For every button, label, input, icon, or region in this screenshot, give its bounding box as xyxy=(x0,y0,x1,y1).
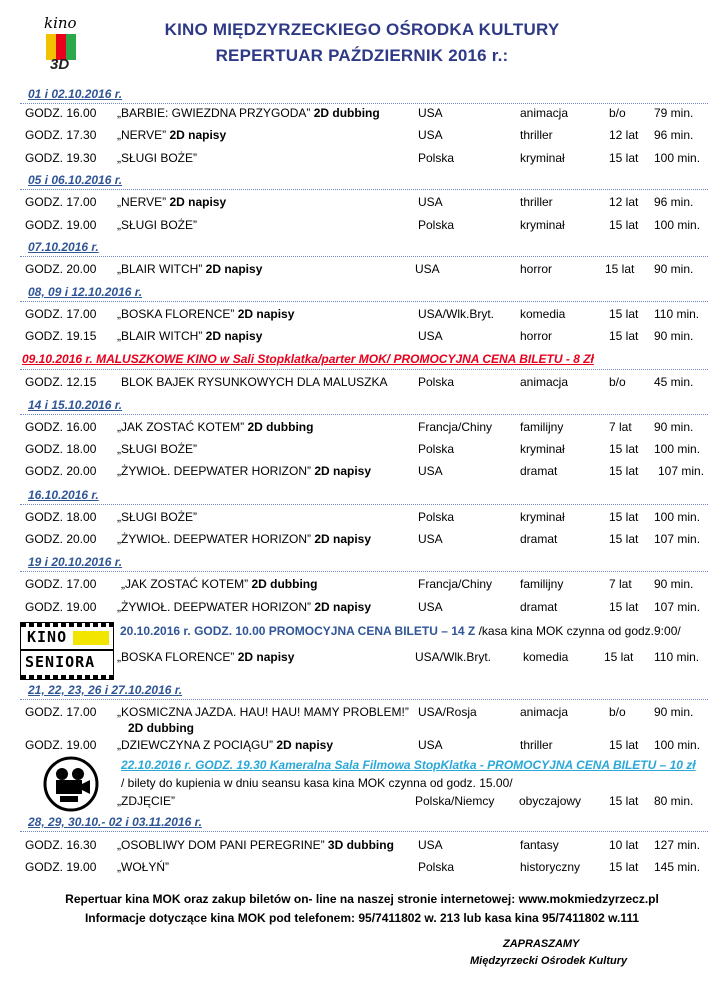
movie-title: „SŁUGI BOŻE” xyxy=(117,442,198,456)
genre: kryminał xyxy=(520,218,565,232)
duration: 110 min. xyxy=(654,307,700,321)
age: b/o xyxy=(609,705,626,719)
movie-title: „ŻYWIOŁ. DEEPWATER HORIZON” 2D napisy xyxy=(117,532,372,546)
signature-org: Międzyrzecki Ośrodek Kultury xyxy=(470,955,628,967)
age: 12 lat xyxy=(609,128,639,142)
movie-title: „NERVE” 2D napisy xyxy=(117,128,227,142)
date-heading: 21, 22, 23, 26 i 27.10.2016 r. xyxy=(28,683,183,697)
date-heading: 05 i 06.10.2016 r. xyxy=(28,173,123,187)
genre: komedia xyxy=(520,307,566,321)
age: b/o xyxy=(609,375,626,389)
movie-title: „BARBIE: GWIEZDNA PRZYGODA” 2D dubbing xyxy=(117,106,380,120)
movie-title: „WOŁYŃ” xyxy=(117,860,169,874)
table-row xyxy=(0,794,724,812)
age: 15 lat xyxy=(609,738,639,752)
duration: 110 min. xyxy=(654,650,700,664)
duration: 90 min. xyxy=(654,705,694,719)
divider xyxy=(20,256,708,257)
country: USA xyxy=(418,738,443,752)
time: GODZ. 19.00 xyxy=(25,860,97,874)
logo-text: kino xyxy=(44,14,77,32)
genre: familijny xyxy=(520,577,564,591)
table-row xyxy=(0,600,724,618)
duration: 107 min. xyxy=(658,464,705,478)
table-row xyxy=(0,532,724,550)
movie-title: „OSOBLIWY DOM PANI PEREGRINE” 3D dubbing xyxy=(117,838,394,852)
divider xyxy=(20,189,708,190)
duration: 90 min. xyxy=(654,577,694,591)
duration: 107 min. xyxy=(654,600,701,614)
country: USA xyxy=(418,838,443,852)
duration: 100 min. xyxy=(654,218,701,232)
duration: 127 min. xyxy=(654,838,701,852)
genre: historyczny xyxy=(520,860,581,874)
movie-title: „BLAIR WITCH” 2D napisy xyxy=(117,329,263,343)
maluszek-promo-banner: 09.10.2016 r. MALUSZKOWE KINO w Sali Stopklatka/parter MOK/ PROMOCYJNA CENA BILETU - 8 Zł xyxy=(22,352,594,366)
divider xyxy=(20,369,708,370)
time: GODZ. 16.30 xyxy=(25,838,97,852)
time: GODZ. 19.00 xyxy=(25,738,97,752)
table-row xyxy=(0,464,724,482)
movie-title: „SŁUGI BOŻE” xyxy=(117,151,198,165)
time: GODZ. 19.00 xyxy=(25,218,97,232)
age: 15 lat xyxy=(609,464,639,478)
movie-title: „BLAIR WITCH” 2D napisy xyxy=(117,262,263,276)
signature-invite: ZAPRASZAMY xyxy=(503,938,580,950)
duration: 80 min. xyxy=(654,794,694,808)
country: USA xyxy=(418,532,443,546)
table-row xyxy=(0,738,724,756)
country: USA xyxy=(418,329,443,343)
time: GODZ. 17.30 xyxy=(25,128,97,142)
age: 15 lat xyxy=(604,650,634,664)
time: GODZ. 17.00 xyxy=(25,705,97,719)
kameralna-promo-info: / bilety do kupienia w dniu seansu kasa kina MOK czynna od godz. 15.00/ xyxy=(121,776,513,790)
logo-kino: KINO xyxy=(27,628,68,646)
genre: animacja xyxy=(520,106,569,120)
table-row xyxy=(0,262,724,280)
time: GODZ. 19.00 xyxy=(25,600,97,614)
genre: horror xyxy=(520,262,553,276)
age: 10 lat xyxy=(609,838,639,852)
time: GODZ. 20.00 xyxy=(25,262,97,276)
table-row xyxy=(0,375,724,393)
divider xyxy=(20,504,708,505)
film-perforation xyxy=(21,675,113,679)
time: GODZ. 12.15 xyxy=(25,375,97,389)
movie-title: „ŻYWIOŁ. DEEPWATER HORIZON” 2D napisy xyxy=(117,600,372,614)
movie-title: „ZDJĘCIE” xyxy=(117,794,175,808)
country: USA xyxy=(418,128,443,142)
age: 15 lat xyxy=(609,442,639,456)
genre: dramat xyxy=(520,600,558,614)
time: GODZ. 16.00 xyxy=(25,106,97,120)
logo-seniora: SENIORA xyxy=(25,653,96,671)
age: 15 lat xyxy=(605,262,635,276)
country: Polska xyxy=(418,860,455,874)
country: Polska xyxy=(418,151,455,165)
country: Polska xyxy=(418,375,455,389)
country: Polska xyxy=(418,218,455,232)
genre: horror xyxy=(520,329,553,343)
date-heading: 01 i 02.10.2016 r. xyxy=(28,87,123,101)
date-heading: 28, 29, 30.10.- 02 i 03.11.2016 r. xyxy=(28,815,202,829)
table-row xyxy=(0,838,724,856)
genre: kryminał xyxy=(520,510,565,524)
date-heading: 08, 09 i 12.10.2016 r. xyxy=(28,285,143,299)
age: 12 lat xyxy=(609,195,639,209)
age: 15 lat xyxy=(609,307,639,321)
date-heading: 16.10.2016 r. xyxy=(28,488,99,502)
age: 15 lat xyxy=(609,510,639,524)
genre: thriller xyxy=(520,738,553,752)
country: USA/Wlk.Bryt. xyxy=(415,650,492,664)
duration: 96 min. xyxy=(654,128,694,142)
genre: kryminał xyxy=(520,442,565,456)
time: GODZ. 16.00 xyxy=(25,420,97,434)
genre: dramat xyxy=(520,464,558,478)
country: Polska xyxy=(418,510,455,524)
table-row xyxy=(0,307,724,325)
film-perforation xyxy=(21,623,113,627)
age: 15 lat xyxy=(609,600,639,614)
senior-promo-rest: /kasa kina MOK czynna od godz.9:00/ xyxy=(475,624,681,638)
genre: obyczajowy xyxy=(519,794,582,808)
genre: kryminał xyxy=(520,151,565,165)
country: USA xyxy=(418,464,443,478)
time: GODZ. 18.00 xyxy=(25,442,97,456)
time: GODZ. 18.00 xyxy=(25,510,97,524)
movie-title: „SŁUGI BOŻE” xyxy=(117,510,198,524)
duration: 100 min. xyxy=(654,151,701,165)
age: 7 lat xyxy=(609,577,632,591)
page-title: KINO MIĘDZYRZECKIEGO OŚRODKA KULTURY xyxy=(164,20,560,39)
genre: animacja xyxy=(520,705,569,719)
table-row xyxy=(0,128,724,146)
country: Polska/Niemcy xyxy=(415,794,495,808)
movie-title: „SŁUGI BOŻE” xyxy=(117,218,198,232)
movie-title: „JAK ZOSTAĆ KOTEM” 2D dubbing xyxy=(121,577,318,591)
country: Polska xyxy=(418,442,455,456)
time: GODZ. 20.00 xyxy=(25,532,97,546)
time: GODZ. 19.15 xyxy=(25,329,97,343)
table-row xyxy=(0,151,724,169)
senior-promo-line xyxy=(120,624,681,638)
duration: 90 min. xyxy=(654,420,694,434)
age: 15 lat xyxy=(609,794,639,808)
age: 15 lat xyxy=(609,151,639,165)
time: GODZ. 17.00 xyxy=(25,195,97,209)
age: 15 lat xyxy=(609,860,639,874)
divider xyxy=(20,699,708,700)
date-heading: 14 i 15.10.2016 r. xyxy=(28,398,123,412)
movie-title: „DZIEWCZYNA Z POCIĄGU” 2D napisy xyxy=(117,738,334,752)
duration: 100 min. xyxy=(654,442,701,456)
movie-title: „ŻYWIOŁ. DEEPWATER HORIZON” 2D napisy xyxy=(117,464,372,478)
age: 7 lat xyxy=(609,420,632,434)
time: GODZ. 19.30 xyxy=(25,151,97,165)
time: GODZ. 17.00 xyxy=(25,307,97,321)
table-row xyxy=(0,577,724,595)
divider xyxy=(20,414,708,415)
country: Francja/Chiny xyxy=(418,420,493,434)
age: 15 lat xyxy=(609,329,639,343)
movie-title: „NERVE” 2D napisy xyxy=(117,195,227,209)
page-subtitle: REPERTUAR PAŹDZIERNIK 2016 r.: xyxy=(215,46,509,65)
date-heading: 19 i 20.10.2016 r. xyxy=(28,555,123,569)
duration: 79 min. xyxy=(654,106,694,120)
country: USA xyxy=(418,600,443,614)
footer-website: Repertuar kina MOK oraz zakup biletów on- line na naszej stronie internetowej: www.mokmiedzyrzecz.pl xyxy=(65,892,659,906)
divider xyxy=(20,103,708,104)
country: Francja/Chiny xyxy=(418,577,493,591)
time: GODZ. 17.00 xyxy=(25,577,97,591)
divider xyxy=(20,301,708,302)
senior-promo-bold: 20.10.2016 r. GODZ. 10.00 PROMOCYJNA CENA BILETU – 14 Z xyxy=(120,624,476,638)
table-row xyxy=(0,442,724,460)
duration: 107 min. xyxy=(654,532,701,546)
divider xyxy=(20,571,708,572)
genre: fantasy xyxy=(520,838,559,852)
country: USA xyxy=(418,106,443,120)
logo-color-bar xyxy=(73,631,109,645)
table-row xyxy=(0,195,724,213)
duration: 100 min. xyxy=(654,510,701,524)
logo-3d-badge: 3D xyxy=(50,56,70,73)
genre: dramat xyxy=(520,532,558,546)
age: b/o xyxy=(609,106,626,120)
country: USA/Wlk.Bryt. xyxy=(418,307,495,321)
country: USA xyxy=(415,262,440,276)
duration: 45 min. xyxy=(654,375,694,389)
format-label: 2D dubbing xyxy=(128,721,194,735)
table-row xyxy=(0,650,724,668)
date-heading: 07.10.2016 r. xyxy=(28,240,99,254)
table-row xyxy=(0,420,724,438)
age: 15 lat xyxy=(609,218,639,232)
table-row xyxy=(0,860,724,878)
movie-title: „KOSMICZNA JAZDA. HAU! HAU! MAMY PROBLEM!” xyxy=(117,705,409,719)
movie-title: „BOSKA FLORENCE” 2D napisy xyxy=(117,307,295,321)
genre: thriller xyxy=(520,128,553,142)
time: GODZ. 20.00 xyxy=(25,464,97,478)
table-row xyxy=(0,329,724,347)
genre: thriller xyxy=(520,195,553,209)
table-row xyxy=(0,510,724,528)
divider xyxy=(20,831,708,832)
kameralna-promo-title: 22.10.2016 r. GODZ. 19.30 Kameralna Sala Filmowa StopKlatka - PROMOCYJNA CENA BILETU – 10 zł xyxy=(121,758,696,772)
duration: 145 min. xyxy=(654,860,701,874)
genre: animacja xyxy=(520,375,569,389)
movie-title: BLOK BAJEK RYSUNKOWYCH DLA MALUSZKA xyxy=(121,375,388,389)
country: USA xyxy=(418,195,443,209)
duration: 100 min. xyxy=(654,738,701,752)
genre: familijny xyxy=(520,420,564,434)
movie-title: „BOSKA FLORENCE” 2D napisy xyxy=(117,650,295,664)
table-row xyxy=(0,705,724,723)
table-row xyxy=(0,218,724,236)
footer-phone: Informacje dotyczące kina MOK pod telefonem: 95/7411802 w. 213 lub kasa kina 95/7411802 w.111 xyxy=(84,911,640,925)
age: 15 lat xyxy=(609,532,639,546)
duration: 90 min. xyxy=(654,262,694,276)
genre: komedia xyxy=(523,650,569,664)
duration: 96 min. xyxy=(654,195,694,209)
table-row xyxy=(0,106,724,124)
movie-title: „JAK ZOSTAĆ KOTEM” 2D dubbing xyxy=(117,420,314,434)
country: USA/Rosja xyxy=(418,705,477,719)
duration: 90 min. xyxy=(654,329,694,343)
